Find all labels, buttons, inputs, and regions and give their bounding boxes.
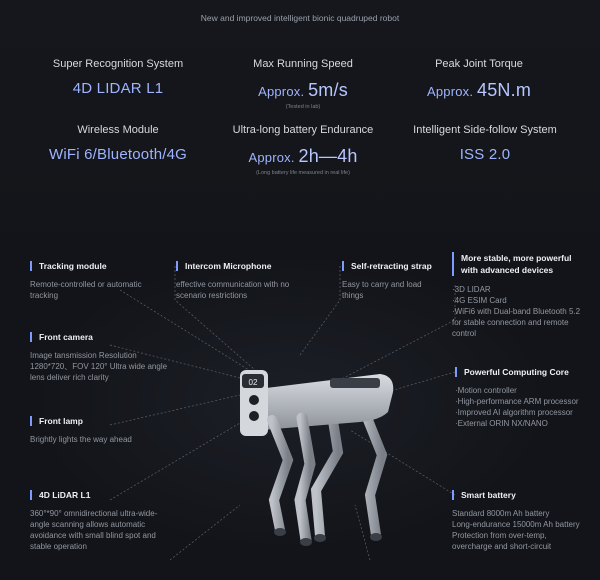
list-item: ·Improved AI algorithm processor [455, 408, 573, 417]
feature-text: Remote-controlled or automatic tracking [30, 280, 142, 300]
spec-note: (Long battery life measured in real life) [256, 170, 350, 176]
spec-label: Wireless Module [77, 124, 159, 136]
feature-list [452, 508, 588, 552]
feature-computing [455, 367, 585, 429]
feature-title: Powerful Computing Core [455, 367, 585, 377]
spec-value: 4D LIDAR L1 [72, 80, 164, 97]
list-item: Standard 8000m Ah battery [452, 509, 550, 518]
spec-value-main: 2h—4h [298, 146, 358, 166]
spec-label: Peak Joint Torque [435, 58, 523, 70]
feature-title: 4D LiDAR L1 [30, 490, 170, 500]
spec-value-prefix: Approx. [258, 84, 309, 99]
list-item: Long-endurance 15000m Ah battery [452, 520, 580, 529]
list-item: ·Motion controller [455, 386, 517, 395]
spec-label: Intelligent Side-follow System [413, 124, 557, 136]
robot-badge-text: 02 [248, 378, 258, 387]
list-item: ·External ORIN NX/NANO [455, 419, 548, 428]
list-item: ·4G ESIM Card [452, 296, 507, 305]
list-item: Protection from over-temp, overcharge and short-circuit [452, 531, 552, 551]
feature-strap [342, 261, 442, 301]
feature-text: Easy to carry and load things [342, 280, 422, 300]
spec-value-main: 5m/s [308, 80, 348, 100]
feature-title: Intercom Microphone [176, 261, 311, 271]
feature-text: 360°*90° omnidirectional ultra-wide-angle scanning allows automatic avoidance with small blind spot and stable operation [30, 509, 158, 551]
spec-label: Ultra-long battery Endurance [232, 124, 374, 136]
feature-intercom [176, 261, 311, 301]
feature-title: Tracking module [30, 261, 160, 271]
feature-title: Self-retracting strap [342, 261, 442, 271]
headline: New and improved intelligent bionic quadruped robot [200, 13, 400, 23]
feature-title: More stable, more powerful with advanced devices [452, 252, 590, 276]
list-item: ·3D LIDAR [452, 285, 491, 294]
robot-dog-image [210, 360, 420, 570]
feature-text: effective communication with no scenario restrictions [176, 280, 290, 300]
feature-text: Image tansmission Resolution 1280*720、FOV 120° Ultra wide angle lens deliver rich clarity [30, 351, 168, 382]
feature-title: Front lamp [30, 416, 180, 426]
feature-tracking [30, 261, 160, 301]
list-item: ·WiFi6 with Dual-band Bluetooth 5.2 for stable connection and remote control [452, 307, 581, 338]
feature-battery [452, 490, 588, 552]
feature-lidar [30, 490, 170, 552]
feature-list [452, 284, 590, 339]
list-item: ·High-performance ARM processor [455, 397, 579, 406]
feature-list [455, 385, 585, 429]
spec-value-prefix: Approx. [248, 150, 299, 165]
spec-value: WiFi 6/Bluetooth/4G [48, 146, 188, 163]
feature-text: Brightly lights the way ahead [30, 435, 132, 444]
feature-camera [30, 332, 170, 383]
spec-label: Super Recognition System [52, 58, 184, 70]
spec-value: ISS 2.0 [459, 146, 511, 163]
feature-title: Smart battery [452, 490, 588, 500]
spec-value-main: 45N.m [477, 80, 532, 100]
spec-label: Max Running Speed [253, 58, 353, 70]
feature-title: Front camera [30, 332, 170, 342]
feature-stable [452, 252, 590, 339]
spec-value-prefix: Approx. [426, 84, 477, 99]
spec-note: (Tested in lab) [285, 104, 321, 110]
feature-lamp [30, 416, 180, 445]
